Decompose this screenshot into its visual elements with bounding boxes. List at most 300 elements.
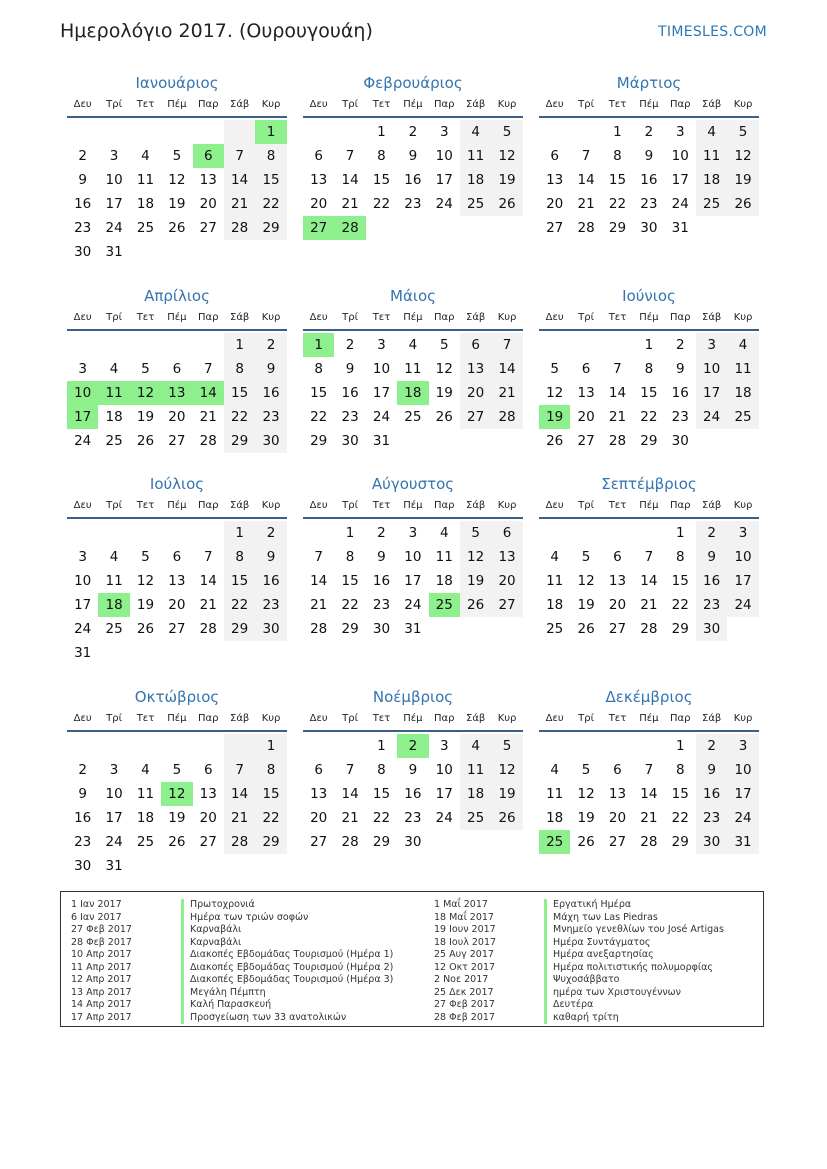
empty-cell bbox=[429, 617, 460, 641]
month-block bbox=[303, 686, 523, 854]
day-cell: 17 bbox=[435, 786, 453, 802]
day-cell: 3 bbox=[727, 734, 758, 758]
day-cell: 17 bbox=[727, 782, 758, 806]
empty-cell bbox=[161, 333, 192, 357]
month-block bbox=[539, 72, 759, 240]
day-cell: 29 bbox=[640, 433, 658, 449]
weekday-label: Κυρ bbox=[497, 500, 517, 511]
weekday-label: Τρί bbox=[342, 713, 358, 724]
weekday-label: Σάβ bbox=[230, 713, 250, 724]
day-cell: 11 bbox=[435, 549, 453, 565]
week-row bbox=[303, 405, 523, 429]
day-cell: 28 bbox=[577, 220, 595, 236]
empty-cell bbox=[460, 429, 491, 453]
day-cell: 19 bbox=[168, 810, 186, 826]
day-cell: 26 bbox=[136, 621, 155, 637]
day-cell: 23 bbox=[404, 810, 422, 826]
week-row bbox=[303, 168, 523, 192]
empty-cell bbox=[570, 333, 601, 357]
week-row bbox=[67, 758, 287, 782]
day-cell: 2 bbox=[377, 525, 386, 541]
day-cell: 23 bbox=[640, 196, 658, 212]
month-name: Ιανουάριος bbox=[135, 74, 219, 92]
day-cell: 4 bbox=[109, 361, 119, 377]
day-cell: 16 bbox=[74, 810, 92, 826]
day-cell: 20 bbox=[168, 597, 186, 613]
day-cell: 19 bbox=[435, 385, 453, 401]
day-cell: 4 bbox=[109, 549, 119, 565]
day-cell: 29 bbox=[671, 834, 689, 850]
day-cell: 31 bbox=[727, 830, 758, 854]
day-cell: 1 bbox=[345, 525, 355, 541]
week-row bbox=[303, 429, 523, 453]
day-cell: 4 bbox=[141, 148, 150, 164]
day-cell: 8 bbox=[613, 148, 622, 164]
day-cell: 25 bbox=[136, 834, 155, 850]
weekday-header bbox=[303, 495, 523, 519]
day-cell: 18 bbox=[727, 381, 758, 405]
empty-cell bbox=[696, 216, 727, 240]
day-cell: 4 bbox=[460, 734, 491, 758]
legend-row bbox=[71, 999, 393, 1012]
week-row bbox=[539, 381, 759, 405]
day-cell: 7 bbox=[491, 333, 522, 357]
weekday-label: Τετ bbox=[608, 99, 627, 110]
weekday-label: Τετ bbox=[136, 713, 155, 724]
day-cell: 27 bbox=[303, 216, 334, 240]
day-cell: 9 bbox=[345, 361, 355, 377]
day-cell: 13 bbox=[310, 786, 328, 802]
day-cell: 15 bbox=[608, 172, 627, 188]
day-cell: 8 bbox=[224, 357, 255, 381]
weekday-label: Κυρ bbox=[733, 312, 753, 323]
weekday-label: Σάβ bbox=[230, 312, 250, 323]
weekday-label: Τρί bbox=[578, 99, 594, 110]
empty-cell bbox=[491, 617, 522, 641]
day-cell: 2 bbox=[696, 734, 727, 758]
day-cell: 2 bbox=[78, 148, 87, 164]
empty-cell bbox=[161, 854, 192, 878]
day-cell: 14 bbox=[491, 357, 522, 381]
day-cell: 10 bbox=[74, 573, 92, 589]
day-cell: 28 bbox=[199, 433, 217, 449]
weekday-label: Δευ bbox=[73, 500, 92, 511]
day-cell: 11 bbox=[136, 172, 155, 188]
day-cell: 30 bbox=[404, 834, 422, 850]
day-cell: 25 bbox=[727, 405, 758, 429]
day-cell: 21 bbox=[341, 810, 359, 826]
day-cell: 31 bbox=[74, 645, 92, 661]
empty-cell bbox=[130, 240, 161, 264]
day-cell: 3 bbox=[439, 124, 449, 140]
day-cell: 14 bbox=[640, 573, 658, 589]
day-cell: 9 bbox=[255, 357, 286, 381]
day-cell: 1 bbox=[377, 124, 386, 140]
day-cell: 13 bbox=[199, 786, 217, 802]
legend-holiday-name: Καλή Παρασκευή bbox=[181, 999, 271, 1012]
legend-date: 25 Αυγ 2017 bbox=[434, 949, 494, 960]
week-row bbox=[67, 240, 287, 264]
day-cell: 7 bbox=[203, 361, 213, 377]
day-cell: 6 bbox=[172, 361, 182, 377]
day-cell: 13 bbox=[577, 385, 595, 401]
day-cell: 28 bbox=[608, 433, 627, 449]
weekday-label: Σάβ bbox=[466, 713, 486, 724]
empty-cell bbox=[98, 641, 129, 665]
day-cell: 8 bbox=[345, 549, 355, 565]
weekday-label: Κυρ bbox=[497, 713, 517, 724]
legend-date: 6 Ιαν 2017 bbox=[71, 911, 122, 923]
day-cell: 1 bbox=[675, 738, 685, 754]
legend-date: 13 Απρ 2017 bbox=[71, 986, 132, 998]
legend-row bbox=[434, 974, 724, 987]
empty-cell bbox=[491, 216, 522, 240]
day-cell: 27 bbox=[546, 220, 564, 236]
week-row bbox=[539, 521, 759, 545]
day-cell: 14 bbox=[341, 172, 359, 188]
day-cell: 24 bbox=[74, 621, 92, 637]
weekday-label: Παρ bbox=[670, 500, 691, 511]
day-cell: 24 bbox=[372, 409, 391, 425]
day-cell: 26 bbox=[136, 433, 155, 449]
day-cell: 15 bbox=[310, 385, 328, 401]
week-row bbox=[67, 192, 287, 216]
day-cell: 24 bbox=[727, 806, 758, 830]
week-row bbox=[303, 617, 523, 641]
day-cell: 28 bbox=[341, 834, 359, 850]
month-block bbox=[67, 72, 287, 264]
day-cell: 5 bbox=[491, 120, 522, 144]
week-row bbox=[67, 806, 287, 830]
day-cell: 27 bbox=[491, 593, 522, 617]
empty-cell bbox=[161, 734, 192, 758]
weekday-header bbox=[67, 495, 287, 519]
day-cell: 27 bbox=[199, 834, 217, 850]
empty-cell bbox=[460, 216, 491, 240]
day-cell: 29 bbox=[671, 621, 689, 637]
day-cell: 5 bbox=[581, 762, 591, 778]
day-cell: 27 bbox=[460, 405, 491, 429]
day-cell: 5 bbox=[491, 734, 522, 758]
day-cell: 6 bbox=[550, 148, 559, 164]
week-row bbox=[539, 144, 759, 168]
weekday-label: Κυρ bbox=[733, 99, 753, 110]
day-cell: 30 bbox=[74, 858, 92, 874]
day-cell: 30 bbox=[74, 244, 92, 260]
day-cell: 27 bbox=[168, 621, 186, 637]
day-cell: 22 bbox=[671, 597, 689, 613]
day-cell: 17 bbox=[404, 573, 422, 589]
day-cell: 9 bbox=[377, 549, 386, 565]
day-cell: 16 bbox=[404, 172, 422, 188]
day-cell: 18 bbox=[105, 409, 123, 425]
day-cell: 7 bbox=[613, 361, 622, 377]
day-cell: 20 bbox=[608, 810, 627, 826]
day-cell: 3 bbox=[696, 333, 727, 357]
day-cell: 12 bbox=[491, 758, 522, 782]
week-row bbox=[67, 521, 287, 545]
weekday-label: Σάβ bbox=[466, 312, 486, 323]
weekday-label: Κυρ bbox=[261, 500, 281, 511]
week-row bbox=[539, 429, 759, 453]
day-cell: 26 bbox=[727, 192, 758, 216]
empty-cell bbox=[633, 521, 664, 545]
month-name: Αύγουστος bbox=[371, 475, 455, 493]
week-row bbox=[539, 734, 759, 758]
legend-date: 12 Οκτ 2017 bbox=[434, 961, 496, 973]
day-cell: 26 bbox=[546, 433, 564, 449]
day-cell: 11 bbox=[98, 381, 129, 405]
day-cell: 25 bbox=[429, 593, 460, 617]
legend-holiday-name: Ημέρα Συντάγματος bbox=[544, 937, 650, 950]
day-cell: 23 bbox=[341, 409, 359, 425]
month-name: Ιούλιος bbox=[149, 475, 205, 493]
day-cell: 19 bbox=[136, 409, 155, 425]
day-cell: 27 bbox=[608, 621, 627, 637]
day-cell: 1 bbox=[644, 337, 654, 353]
day-cell: 4 bbox=[550, 762, 559, 778]
day-cell: 15 bbox=[255, 168, 286, 192]
day-cell: 26 bbox=[577, 621, 595, 637]
weekday-label: Δευ bbox=[309, 99, 328, 110]
day-cell: 15 bbox=[640, 385, 658, 401]
weekday-label: Τετ bbox=[372, 312, 391, 323]
day-cell: 3 bbox=[109, 762, 119, 778]
day-cell: 30 bbox=[341, 433, 359, 449]
weekday-label: Παρ bbox=[434, 500, 455, 511]
weekday-header bbox=[303, 307, 523, 331]
day-cell: 12 bbox=[168, 172, 186, 188]
day-cell: 20 bbox=[199, 196, 217, 212]
legend-row bbox=[434, 1012, 724, 1025]
empty-cell bbox=[224, 641, 255, 665]
empty-cell bbox=[130, 641, 161, 665]
day-cell: 19 bbox=[577, 597, 595, 613]
week-row bbox=[303, 593, 523, 617]
day-cell: 15 bbox=[372, 172, 391, 188]
day-cell: 21 bbox=[640, 597, 658, 613]
day-cell: 12 bbox=[460, 545, 491, 569]
day-cell: 3 bbox=[439, 738, 449, 754]
month-block bbox=[303, 285, 523, 453]
day-cell: 28 bbox=[224, 216, 255, 240]
day-cell: 9 bbox=[696, 545, 727, 569]
day-cell: 8 bbox=[377, 148, 386, 164]
week-row bbox=[539, 405, 759, 429]
day-cell: 11 bbox=[546, 786, 564, 802]
week-row bbox=[539, 545, 759, 569]
weekday-label: Δευ bbox=[73, 99, 92, 110]
day-cell: 14 bbox=[224, 168, 255, 192]
week-row bbox=[303, 545, 523, 569]
day-cell: 1 bbox=[255, 734, 286, 758]
day-cell: 2 bbox=[675, 337, 685, 353]
day-cell: 3 bbox=[109, 148, 119, 164]
day-cell: 17 bbox=[105, 810, 123, 826]
day-cell: 4 bbox=[439, 525, 449, 541]
weekday-label: Πέμ bbox=[403, 500, 423, 511]
week-row bbox=[539, 216, 759, 240]
empty-cell bbox=[570, 734, 601, 758]
empty-cell bbox=[161, 641, 192, 665]
week-row bbox=[67, 168, 287, 192]
day-cell: 20 bbox=[608, 597, 627, 613]
empty-cell bbox=[696, 429, 727, 453]
day-cell: 13 bbox=[546, 172, 564, 188]
month-name: Δεκέμβριος bbox=[605, 688, 693, 706]
day-cell: 1 bbox=[224, 333, 255, 357]
empty-cell bbox=[67, 333, 98, 357]
empty-cell bbox=[224, 120, 255, 144]
day-cell: 12 bbox=[577, 786, 595, 802]
empty-cell bbox=[366, 216, 397, 240]
weekday-label: Δευ bbox=[545, 99, 564, 110]
week-row bbox=[303, 734, 523, 758]
day-cell: 7 bbox=[644, 762, 654, 778]
empty-cell bbox=[193, 120, 224, 144]
day-cell: 17 bbox=[696, 381, 727, 405]
week-row bbox=[303, 357, 523, 381]
empty-cell bbox=[255, 641, 286, 665]
day-cell: 21 bbox=[224, 806, 255, 830]
day-cell: 21 bbox=[224, 192, 255, 216]
day-cell: 2 bbox=[78, 762, 87, 778]
day-cell: 29 bbox=[372, 834, 391, 850]
day-cell: 13 bbox=[199, 172, 217, 188]
day-cell: 17 bbox=[372, 385, 391, 401]
week-row bbox=[67, 641, 287, 665]
day-cell: 22 bbox=[372, 196, 391, 212]
day-cell: 12 bbox=[727, 144, 758, 168]
day-cell: 9 bbox=[255, 545, 286, 569]
week-row bbox=[303, 192, 523, 216]
weekday-label: Δευ bbox=[309, 312, 328, 323]
day-cell: 6 bbox=[581, 361, 591, 377]
weekday-label: Δευ bbox=[545, 312, 564, 323]
week-row bbox=[303, 782, 523, 806]
day-cell: 29 bbox=[341, 621, 359, 637]
weekday-label: Παρ bbox=[670, 713, 691, 724]
day-cell: 9 bbox=[696, 758, 727, 782]
day-cell: 11 bbox=[105, 573, 123, 589]
legend-holiday-name: Ημέρα των τριών σοφών bbox=[181, 912, 308, 925]
day-cell: 22 bbox=[640, 409, 658, 425]
empty-cell bbox=[727, 429, 758, 453]
weekday-label: Σάβ bbox=[702, 500, 722, 511]
weekday-label: Παρ bbox=[670, 99, 691, 110]
day-cell: 11 bbox=[546, 573, 564, 589]
day-cell: 23 bbox=[255, 405, 286, 429]
day-cell: 18 bbox=[460, 782, 491, 806]
day-cell: 30 bbox=[696, 830, 727, 854]
weekday-label: Τρί bbox=[106, 312, 122, 323]
day-cell: 28 bbox=[491, 405, 522, 429]
legend-date: 1 Ιαν 2017 bbox=[71, 899, 122, 910]
week-row bbox=[303, 381, 523, 405]
day-cell: 5 bbox=[460, 521, 491, 545]
weekday-header bbox=[67, 94, 287, 118]
day-cell: 20 bbox=[491, 569, 522, 593]
day-cell: 13 bbox=[608, 786, 627, 802]
legend-date: 14 Απρ 2017 bbox=[71, 999, 132, 1010]
day-cell: 18 bbox=[435, 573, 453, 589]
empty-cell bbox=[130, 333, 161, 357]
week-row bbox=[539, 782, 759, 806]
empty-cell bbox=[224, 854, 255, 878]
weekday-label: Κυρ bbox=[497, 312, 517, 323]
week-row bbox=[303, 144, 523, 168]
legend-holiday-name: Ψυχοσάββατο bbox=[544, 974, 619, 987]
week-row bbox=[303, 521, 523, 545]
weekday-label: Πέμ bbox=[167, 500, 187, 511]
day-cell: 30 bbox=[640, 220, 658, 236]
weekday-label: Τρί bbox=[578, 713, 594, 724]
weekday-label: Τρί bbox=[342, 312, 358, 323]
day-cell: 26 bbox=[435, 409, 453, 425]
day-cell: 25 bbox=[404, 409, 422, 425]
day-cell: 7 bbox=[644, 549, 654, 565]
weekday-header bbox=[539, 94, 759, 118]
day-cell: 15 bbox=[671, 786, 689, 802]
legend-date: 27 Φεβ 2017 bbox=[434, 999, 495, 1010]
day-cell: 10 bbox=[696, 357, 727, 381]
legend-holiday-name: Ημέρα πολιτιστικής πολυμορφίας bbox=[544, 962, 713, 975]
day-cell: 13 bbox=[491, 545, 522, 569]
month-block bbox=[303, 72, 523, 240]
day-cell: 31 bbox=[105, 858, 123, 874]
day-cell: 23 bbox=[404, 196, 422, 212]
day-cell: 19 bbox=[577, 810, 595, 826]
week-row bbox=[539, 806, 759, 830]
day-cell: 23 bbox=[696, 593, 727, 617]
empty-cell bbox=[98, 521, 129, 545]
weekday-label: Τετ bbox=[136, 500, 155, 511]
day-cell: 3 bbox=[78, 361, 87, 377]
day-cell: 12 bbox=[491, 144, 522, 168]
day-cell: 10 bbox=[404, 549, 422, 565]
day-cell: 11 bbox=[404, 361, 422, 377]
weekday-label: Πέμ bbox=[167, 713, 187, 724]
day-cell: 25 bbox=[460, 806, 491, 830]
day-cell: 8 bbox=[314, 361, 323, 377]
day-cell: 19 bbox=[539, 405, 570, 429]
day-cell: 19 bbox=[168, 196, 186, 212]
day-cell: 19 bbox=[491, 168, 522, 192]
empty-cell bbox=[539, 120, 570, 144]
day-cell: 16 bbox=[696, 782, 727, 806]
site-link[interactable]: TIMESLES.COM bbox=[658, 24, 767, 40]
empty-cell bbox=[491, 429, 522, 453]
empty-cell bbox=[193, 854, 224, 878]
weekday-label: Τετ bbox=[608, 713, 627, 724]
day-cell: 5 bbox=[141, 361, 150, 377]
day-cell: 27 bbox=[168, 433, 186, 449]
day-cell: 29 bbox=[224, 617, 255, 641]
day-cell: 14 bbox=[224, 782, 255, 806]
week-row bbox=[539, 333, 759, 357]
legend-row bbox=[434, 937, 724, 950]
week-row bbox=[67, 357, 287, 381]
day-cell: 31 bbox=[671, 220, 689, 236]
day-cell: 25 bbox=[105, 433, 123, 449]
weekday-label: Σάβ bbox=[466, 500, 486, 511]
weekday-label: Τετ bbox=[372, 500, 391, 511]
day-cell: 13 bbox=[460, 357, 491, 381]
week-row bbox=[67, 381, 287, 405]
empty-cell bbox=[224, 240, 255, 264]
month-name: Σεπτέμβριος bbox=[601, 475, 697, 493]
empty-cell bbox=[491, 830, 522, 854]
